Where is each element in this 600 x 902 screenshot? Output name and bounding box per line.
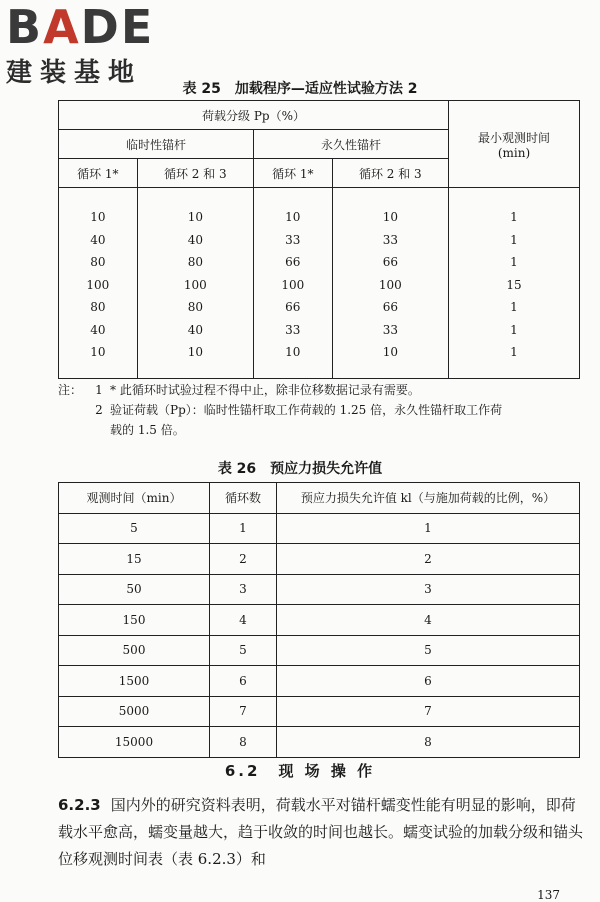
- table-26: [58, 482, 580, 758]
- perm-anchor-header: 永久性锚杆: [253, 130, 448, 159]
- cycle1-header: 循环 1*: [253, 159, 332, 188]
- table25-notes: 注： 1 * 此循环时试验过程不得中止，除非位移数据记录有需要。 2 验证荷载（Pp）：临时性锚杆取工作荷载的 1.25 倍，永久性锚杆取工作荷 载的 1.5 倍。: [58, 383, 503, 437]
- table-row: 1500 6 6: [59, 666, 580, 697]
- table-row: 500 5 5: [59, 635, 580, 666]
- table-row: 10 10 10 10 1: [59, 188, 580, 229]
- table-row: 15 2 2: [59, 544, 580, 575]
- table-25: [58, 100, 580, 379]
- min-time-header: 最小观测时间 (min): [449, 101, 580, 188]
- table25-title: 表 25 加载程序—适应性试验方法 2: [182, 81, 418, 97]
- table-row: 150 4 4: [59, 605, 580, 636]
- clause-number: 6.2.3: [58, 796, 101, 814]
- section-heading: 6.2 现 场 操 作: [224, 762, 376, 780]
- table-row: 80 80 66 66 1: [59, 251, 580, 274]
- table-row: 40 40 33 33 1: [59, 229, 580, 252]
- table26-title: 表 26 预应力损失允许值: [217, 461, 383, 477]
- table-row: 5 1 1: [59, 513, 580, 544]
- logo-text: BADE: [6, 0, 155, 54]
- temp-anchor-header: 临时性锚杆: [59, 130, 254, 159]
- table-row: 15000 8 8: [59, 727, 580, 758]
- cycle-count-header: 循环数: [210, 483, 277, 514]
- cycle23-header: 循环 2 和 3: [332, 159, 448, 188]
- loss-allow-header: 预应力损失允许值 kl（与施加荷载的比例，%）: [277, 483, 580, 514]
- logo-subtitle: 建装基地: [6, 58, 143, 88]
- table-row: 5000 7 7: [59, 696, 580, 727]
- page-number: 137: [537, 888, 560, 902]
- cycle1-header: 循环 1*: [59, 159, 138, 188]
- table-row: 40 40 33 33 1: [59, 319, 580, 342]
- observe-time-header: 观测时间（min）: [59, 483, 210, 514]
- load-grade-header: 荷载分级 Pp（%）: [59, 101, 449, 130]
- bade-logo: [6, 0, 186, 89]
- cycle23-header: 循环 2 和 3: [137, 159, 253, 188]
- table-row: 100 100 100 100 15: [59, 274, 580, 297]
- table-row: 10 10 10 10 1: [59, 341, 580, 378]
- paragraph-text: 国内外的研究资料表明，荷载水平对锚杆蠕变性能有明显的影响，即荷载水平愈高，蠕变量越大，趋于收敛的时间也越长。蠕变试验的加载分级和锚头位移观测时间表（表 6.2.3）和: [58, 796, 584, 868]
- body-paragraph: [58, 792, 588, 873]
- table-row: 50 3 3: [59, 574, 580, 605]
- table-row: 80 80 66 66 1: [59, 296, 580, 319]
